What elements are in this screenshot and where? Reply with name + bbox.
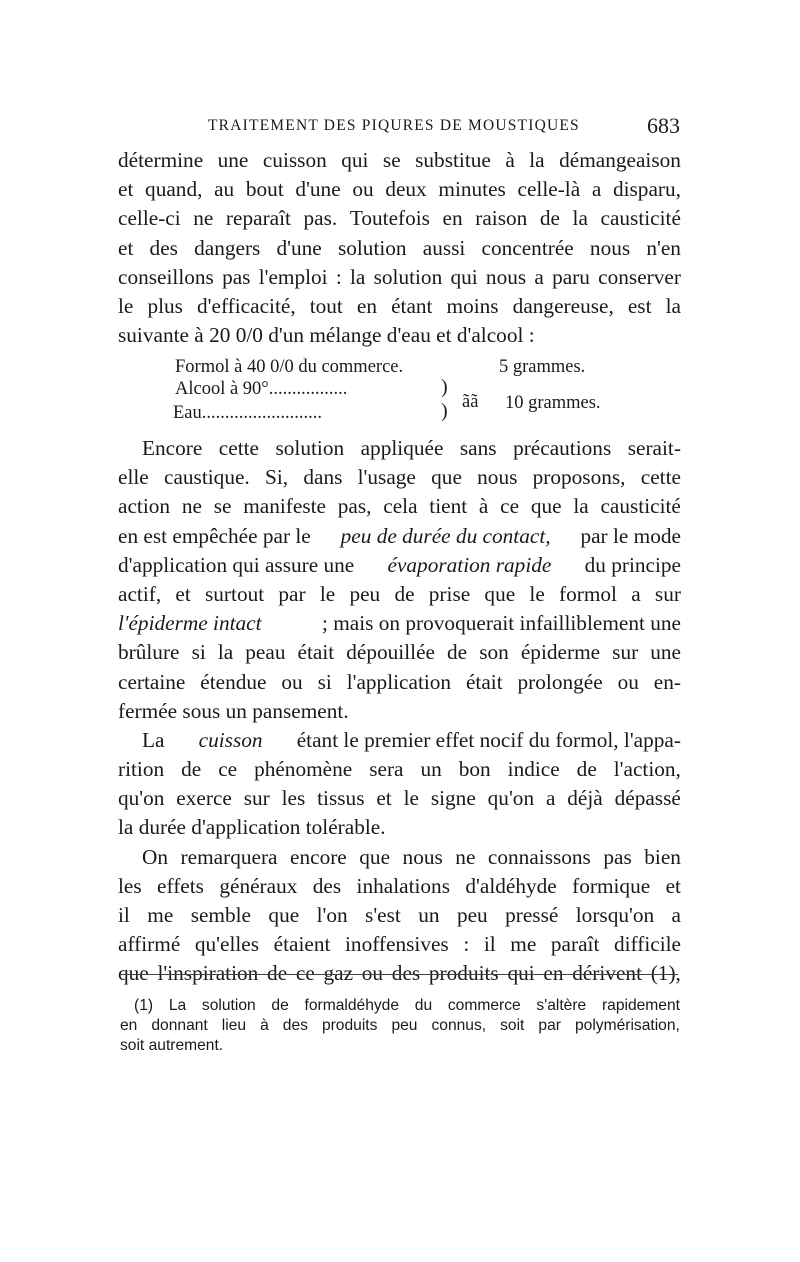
text-line: actif, et surtout par le peu de prise que le formol a sur [118,581,681,606]
footnote-line [120,1036,680,1056]
line-text: fermée sous un pansement. [118,698,349,723]
line-text: du principe [584,552,681,577]
text-line: que l'inspiration de ce gaz ou des produits qui en dérivent (1), [118,961,681,986]
formula-quantity-formol: 5 grammes. [499,357,586,377]
formula-ingredient-formol: Formol à 40 0/0 du commerce. [175,357,404,377]
line-text: la durée d'application tolérable. [118,815,386,840]
text-line [118,726,681,755]
text-line [118,697,681,726]
line-text: ; mais on provoquerait infailliblement une [321,611,681,636]
text-line: Encore cette solution appliquée sans précautions serait- [142,436,681,460]
italic-phrase: évaporation rapide [387,552,552,577]
text-line: conseillons pas l'emploi : la solution qui nous a paru conserver [118,264,681,289]
text-line: celle-ci ne reparaît pas. Toutefois en raison de la causticité [118,206,681,231]
paragraphs-main [118,434,681,989]
line-text: par le mode [580,523,681,548]
formula-ana-symbol: ãã [462,392,479,412]
footnote-line: (1) La solution de formaldéhyde du commerce s'altère rapidement [134,997,680,1014]
text-line: On remarquera encore que nous ne connaissons pas bien [142,844,681,869]
text-line [118,321,681,350]
formula-ingredient-alcool: Alcool à 90°................. [175,379,348,399]
text-line [118,813,681,842]
text-line [118,551,681,580]
page-number: 683 [647,113,680,138]
footnote [120,996,680,1057]
brace-top: ) [441,376,448,398]
text-line [118,522,681,551]
italic-phrase: l'épiderme intact [118,611,262,636]
brace-bottom: ) [441,400,448,422]
footnote-text: soit autrement. [120,1037,224,1055]
line-text: étant le premier effet nocif du formol, l'appa- [296,727,681,752]
text-line: elle caustique. Si, dans l'usage que nous proposons, cette [118,465,681,490]
text-line [118,609,681,638]
text-line: le plus d'efficacité, tout en étant moins dangereuse, est la [118,293,681,318]
footnote-divider [120,974,678,975]
text-line: détermine une cuisson qui se substitue à la démangeaison [118,148,681,172]
text-line: action ne se manifeste pas, cela tient à ce que la causticité [118,494,681,519]
text-line: et quand, au bout d'une ou deux minutes celle-là a disparu, [118,177,681,202]
page-header [120,113,680,143]
text-line: et des dangers d'une solution aussi concentrée nous n'en [118,235,681,260]
line-text: La [142,727,165,752]
paragraph-1 [118,146,681,350]
text-line: certaine étendue ou si l'application était prolongée ou en- [118,669,681,694]
text-line: brûlure si la peau était dépouillée de son épiderme sur une [118,640,681,665]
running-title: TRAITEMENT DES PIQURES DE MOUSTIQUES [208,117,580,134]
italic-phrase: cuisson [198,727,263,752]
line-text: en est empêchée par le [118,523,311,548]
italic-phrase: peu de durée du contact, [340,523,551,548]
text-line: affirmé qu'elles étaient inoffensives : il me paraît difficile [118,932,681,957]
text-line: les effets généraux des inhalations d'aldéhyde formique et [118,873,681,898]
line-text: suivante à 20 0/0 d'un mélange d'eau et d'alcool : [118,323,535,348]
text-line: il me semble que l'on s'est un peu pressé lorsqu'on a [118,903,681,927]
formula-ingredient-eau: Eau.......................... [173,403,323,423]
line-text: d'application qui assure une [118,552,355,577]
formula-quantity-alcool-eau: 10 grammes. [505,393,601,413]
text-line: rition de ce phénomène sera un bon indice de l'action, [118,757,681,782]
text-line: qu'on exerce sur les tissus et le signe qu'on a déjà dépassé [118,786,681,811]
footnote-line: en donnant lieu à des produits peu connus, soit par polymérisation, [120,1017,680,1035]
